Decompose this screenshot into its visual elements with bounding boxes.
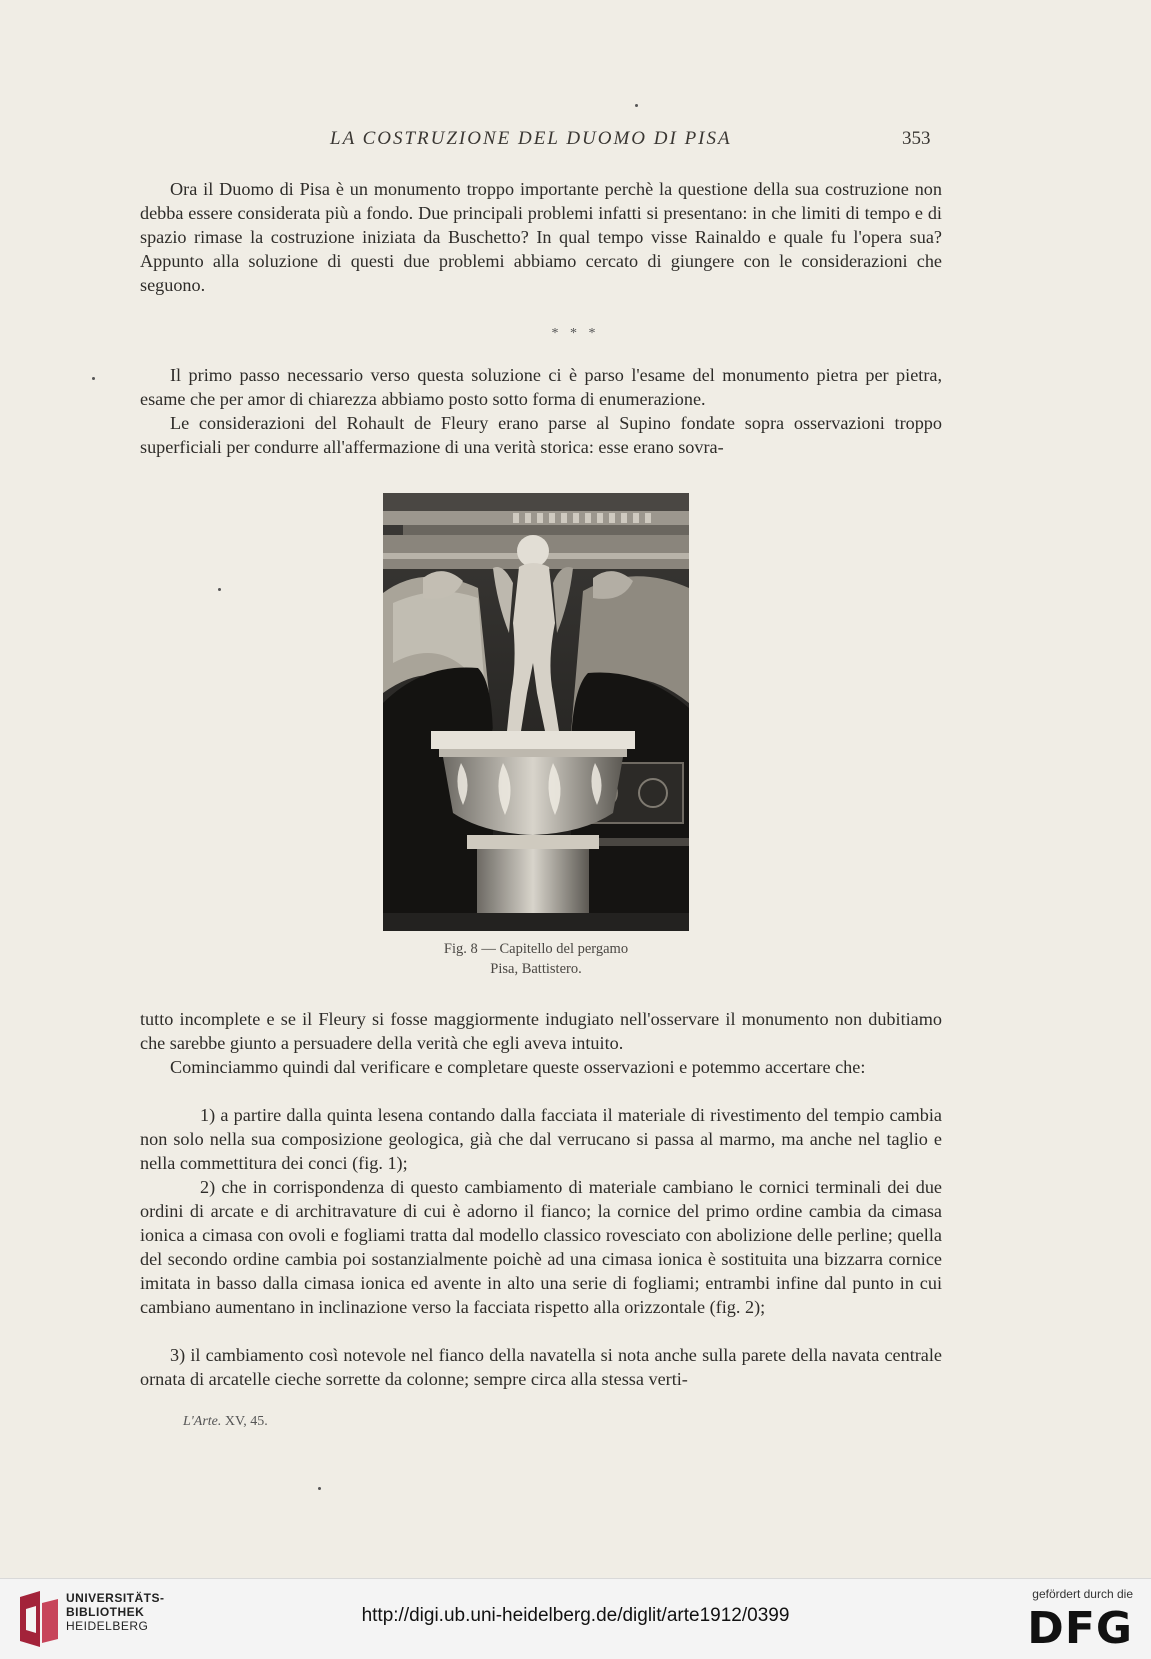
figure-caption-title: Fig. 8 — Capitello del pergamo [443, 941, 629, 957]
speck [92, 377, 95, 380]
running-title: LA COSTRUZIONE DEL DUOMO DI PISA [330, 128, 732, 149]
paragraph-first-step: Il primo passo necessario verso questa soluzione ci è parso l'esame del monumento pietra per pietra, esame che per amor di chiarezza abbiamo posto sotto forma di enumerazione. [140, 365, 942, 409]
viewer-footer-bar [0, 1578, 1151, 1659]
running-header [0, 128, 1151, 158]
section-break: * * * [551, 326, 600, 341]
paragraph-cominciammo: Cominciammo quindi dal verificare e completare queste osservazioni e potemmo accertare che: [170, 1057, 866, 1077]
permalink-url[interactable]: http://digi.ub.uni-heidelberg.de/diglit/arte1912/0399 [361, 1605, 790, 1626]
capital-photo-illustration [383, 493, 689, 931]
paragraph-rohault: Le considerazioni del Rohault de Fleury erano parse al Supino fondate sopra osservazioni troppo superficiali per condurre all'affermazione di una verità storica: esse erano sovra- [140, 413, 942, 457]
list-item-2: 2) che in corrispondenza di questo cambiamento di materiale cambiano le cornici terminali dei due ordini di arcate e di architravature di cui è adorno il fianco; la cornice del primo ordine cambia da cimasa ionica a cimasa con ovoli e fogliami tratta dal modello classico rovesciato con abolizione delle perline; quella del secondo ordine cambia poi sostanzialmente poichè ad una cimasa ionica è sostituita una bizzarra cornice imitata in basso dalla cimasa ionica ed avente in alto una serie di fogliami; entrambi infine dal punto in cui cambiano aumentano in inclinazione verso la facciata rispetto alla orizzontale (fig. 2); [140, 1177, 942, 1317]
volume-signature: XV, 45. [224, 1414, 268, 1429]
figure-capital-photo [383, 493, 689, 931]
list-item-1: 1) a partire dalla quinta lesena contando dalla facciata il materiale di rivestimento del tempio cambia non solo nella sua composizione geologica, già che dal verrucano si passa al marmo, ma anche nel taglio e nella commettitura dei conci (fig. 1); [140, 1105, 942, 1173]
funding-label: gefördert durch die [1032, 1587, 1133, 1601]
list-item-3: 3) il cambiamento così notevole nel fianco della navatella si nota anche sulla parete della navata centrale ornata di arcatelle cieche sorrette da colonne; sempre circa alla stessa verti- [140, 1345, 942, 1389]
page-number: 353 [902, 128, 931, 149]
library-name-line1: UNIVERSITÄTS- [66, 1591, 165, 1605]
paragraph-intro: Ora il Duomo di Pisa è un monumento troppo importante perchè la questione della sua costruzione non debba essere considerata più a fondo. Due principali problemi infatti si presentano: in che limiti di tempo e di spazio rimase la costruzione iniziata da Buschetto? In qual tempo visse Rainaldo e quale fu l'opera sua? Appunto alla soluzione di questi due problemi abbiamo cercato di giungere con le considerazioni che seguono. [140, 179, 942, 295]
dfg-logo: DFG [1027, 1603, 1133, 1654]
paragraph-continuation: tutto incomplete e se il Fleury si fosse maggiormente indugiato nell'osservare il monumento non dubitiamo che sarebbe giunto a persuadere della verità che egli aveva intuito. [140, 1009, 942, 1053]
speck [318, 1487, 321, 1490]
speck [635, 104, 638, 107]
signature-mark [183, 1414, 268, 1430]
library-name-line3: HEIDELBERG [66, 1619, 149, 1633]
journal-name: L'Arte. [183, 1414, 222, 1429]
speck [218, 588, 221, 591]
library-name-line2: BIBLIOTHEK [66, 1605, 145, 1619]
figure-caption-location: Pisa, Battistero. [490, 961, 582, 977]
